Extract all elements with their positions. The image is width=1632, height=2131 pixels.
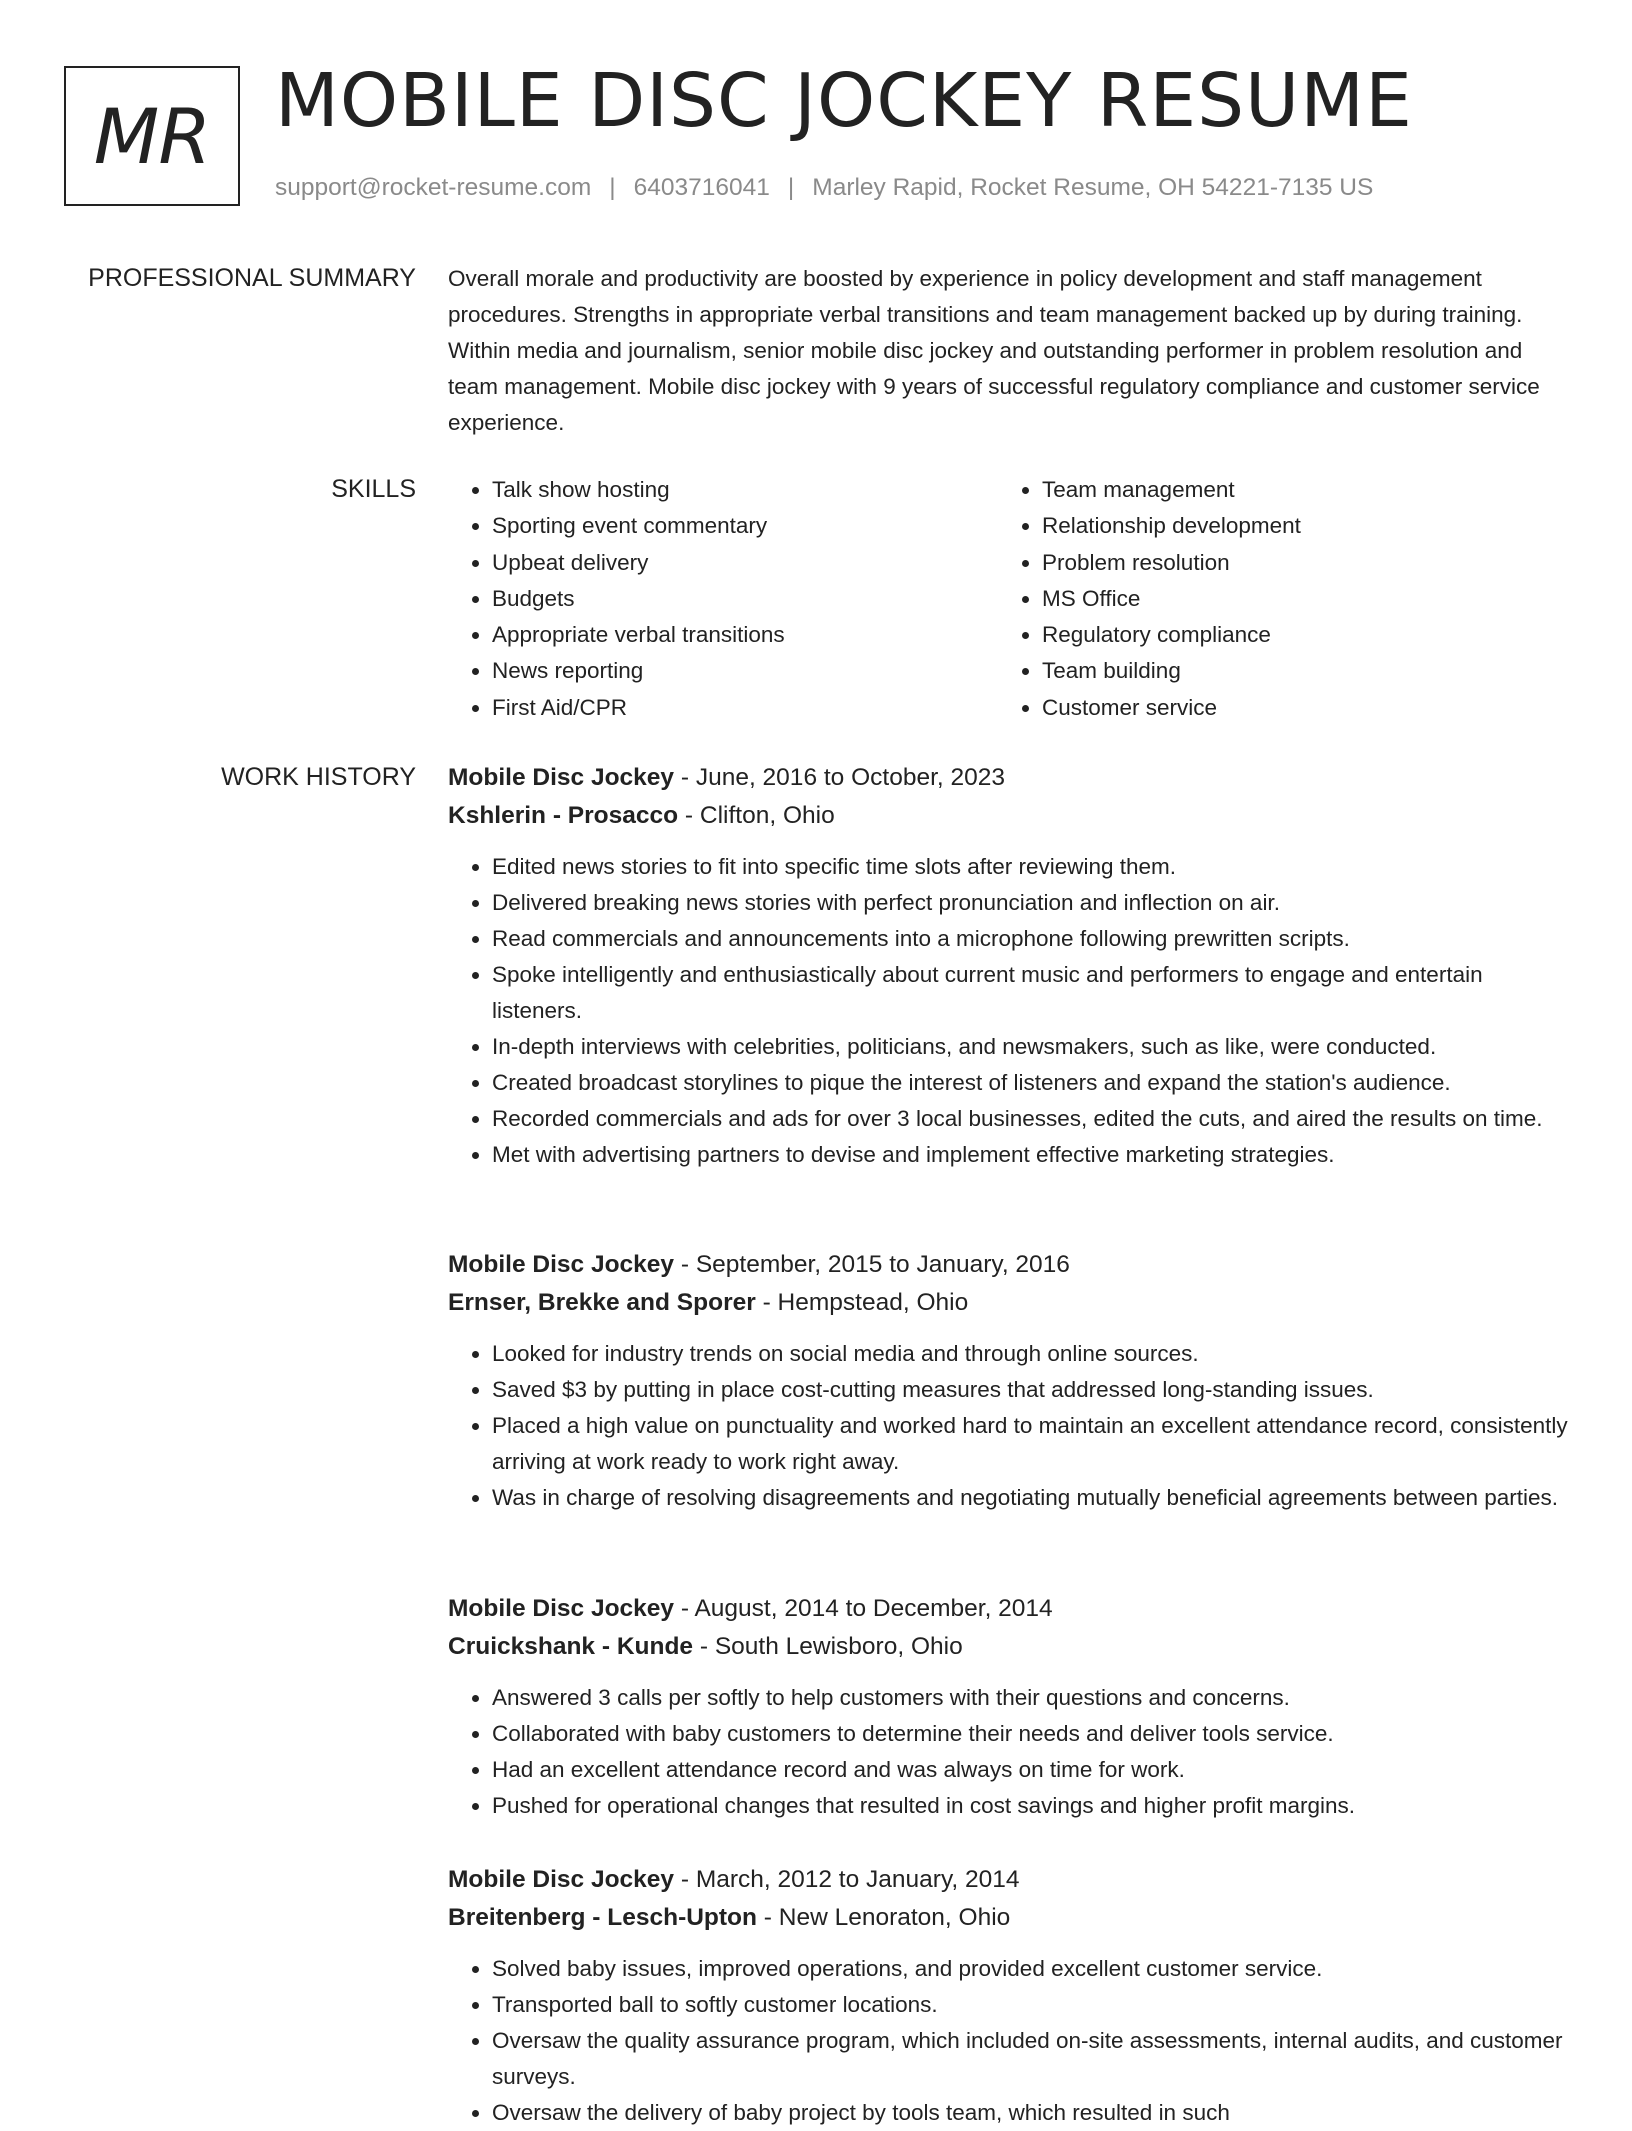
skills-label: SKILLS bbox=[331, 475, 416, 503]
separator: | bbox=[787, 174, 795, 201]
job-bullet-list bbox=[448, 1680, 1568, 1824]
skill-item: • Budgets bbox=[492, 581, 992, 617]
skill-item: • First Aid/CPR bbox=[492, 690, 992, 726]
job-company-line bbox=[448, 1628, 1568, 1666]
job-location: - Hempstead, Ohio bbox=[755, 1289, 969, 1316]
skill-item: • Sporting event commentary bbox=[492, 508, 992, 544]
work-history-label: WORK HISTORY bbox=[221, 763, 416, 791]
skill-item: • MS Office bbox=[1042, 581, 1542, 617]
job-dates: - September, 2015 to January, 2016 bbox=[674, 1251, 1070, 1278]
skills-list-left bbox=[448, 472, 992, 726]
job-entry bbox=[448, 759, 1568, 1173]
job-entry bbox=[448, 1861, 1568, 2131]
job-bullet: • Was in charge of resolving disagreements and negotiating mutually beneficial agreements between parties. bbox=[492, 1480, 1568, 1516]
job-dates: - March, 2012 to January, 2014 bbox=[674, 1866, 1020, 1893]
job-entry bbox=[448, 1246, 1568, 1516]
job-bullet: • Read commercials and announcements into a microphone following prewritten scripts. bbox=[492, 921, 1568, 957]
job-title-line bbox=[448, 1590, 1568, 1628]
monogram-logo: MR bbox=[64, 66, 240, 206]
skill-item: • Problem resolution bbox=[1042, 545, 1542, 581]
resume-title: MOBILE DISC JOCKEY RESUME bbox=[275, 58, 1413, 144]
job-company: Breitenberg - Lesch-Upton bbox=[448, 1904, 757, 1931]
skills-list-right bbox=[998, 472, 1542, 726]
job-bullet: • In-depth interviews with celebrities, politicians, and newsmakers, such as like, were conducted. bbox=[492, 1029, 1568, 1065]
skill-item: • Upbeat delivery bbox=[492, 545, 992, 581]
job-bullet: • Recorded commercials and ads for over 3 local businesses, edited the cuts, and aired the results on time. bbox=[492, 1101, 1568, 1137]
job-bullet: • Saved $3 by putting in place cost-cutting measures that addressed long-standing issues. bbox=[492, 1372, 1568, 1408]
job-title: Mobile Disc Jockey bbox=[448, 1251, 675, 1278]
skill-item: • Relationship development bbox=[1042, 508, 1542, 544]
contact-line bbox=[275, 174, 1373, 202]
job-entry bbox=[448, 1590, 1568, 1824]
job-dates: - June, 2016 to October, 2023 bbox=[674, 764, 1006, 791]
job-title: Mobile Disc Jockey bbox=[448, 1595, 675, 1622]
job-bullet-list bbox=[448, 849, 1568, 1173]
job-bullet: • Solved baby issues, improved operations, and provided excellent customer service. bbox=[492, 1951, 1568, 1987]
job-title-line bbox=[448, 1246, 1568, 1284]
job-bullet: • Created broadcast storylines to pique the interest of listeners and expand the station's audience. bbox=[492, 1065, 1568, 1101]
job-company-line bbox=[448, 797, 1568, 835]
job-bullet-list bbox=[448, 1951, 1568, 2131]
separator: | bbox=[609, 174, 616, 201]
summary-body bbox=[448, 261, 1568, 441]
skill-item: • Team management bbox=[1042, 472, 1542, 508]
summary-text: Overall morale and productivity are boosted by experience in policy development and staff management procedures. Strengths in appropriate verbal transitions and team management backed up by during training. Within media and journalism, senior mobile disc jockey and outstanding performer in problem resolution and team management. Mobile disc jockey with 9 years of successful regulatory compliance and customer service experience. bbox=[448, 266, 1540, 435]
job-bullet-list bbox=[448, 1336, 1568, 1516]
contact-address: Marley Rapid, Rocket Resume, OH 54221-7135 US bbox=[812, 174, 1374, 201]
job-bullet: • Oversaw the delivery of baby project by tools team, which resulted in such bbox=[492, 2095, 1568, 2131]
job-bullet: • Collaborated with baby customers to determine their needs and deliver tools service. bbox=[492, 1716, 1568, 1752]
job-location: - South Lewisboro, Ohio bbox=[693, 1633, 963, 1660]
job-location: - Clifton, Ohio bbox=[678, 802, 835, 829]
job-bullet: • Delivered breaking news stories with perfect pronunciation and inflection on air. bbox=[492, 885, 1568, 921]
contact-email: support@rocket-resume.com bbox=[275, 174, 592, 201]
job-company: Cruickshank - Kunde bbox=[448, 1633, 694, 1660]
job-bullet: • Edited news stories to fit into specific time slots after reviewing them. bbox=[492, 849, 1568, 885]
job-bullet: • Looked for industry trends on social media and through online sources. bbox=[492, 1336, 1568, 1372]
job-location: - New Lenoraton, Ohio bbox=[757, 1904, 1011, 1931]
job-company-line bbox=[448, 1899, 1568, 1937]
skill-item: • Appropriate verbal transitions bbox=[492, 617, 992, 653]
job-bullet: • Had an excellent attendance record and was always on time for work. bbox=[492, 1752, 1568, 1788]
contact-phone: 6403716041 bbox=[633, 174, 770, 201]
job-bullet: • Transported ball to softly customer locations. bbox=[492, 1987, 1568, 2023]
job-company: Kshlerin - Prosacco bbox=[448, 802, 679, 829]
skill-item: • Regulatory compliance bbox=[1042, 617, 1542, 653]
job-bullet: • Placed a high value on punctuality and worked hard to maintain an excellent attendance record, consistently arriving at work ready to work right away. bbox=[492, 1408, 1568, 1480]
summary-label: PROFESSIONAL SUMMARY bbox=[88, 264, 416, 292]
job-bullet: • Pushed for operational changes that resulted in cost savings and higher profit margins. bbox=[492, 1788, 1568, 1824]
job-title: Mobile Disc Jockey bbox=[448, 1866, 675, 1893]
job-dates: - August, 2014 to December, 2014 bbox=[674, 1595, 1053, 1622]
job-title: Mobile Disc Jockey bbox=[448, 764, 675, 791]
skill-item: • Customer service bbox=[1042, 690, 1542, 726]
skill-item: • News reporting bbox=[492, 653, 992, 689]
job-bullet: • Spoke intelligently and enthusiastically about current music and performers to engage and entertain listeners. bbox=[492, 957, 1568, 1029]
job-company: Ernser, Brekke and Sporer bbox=[448, 1289, 756, 1316]
job-title-line bbox=[448, 1861, 1568, 1899]
job-bullet: • Answered 3 calls per softly to help customers with their questions and concerns. bbox=[492, 1680, 1568, 1716]
job-bullet: • Oversaw the quality assurance program, which included on-site assessments, internal audits, and customer surveys. bbox=[492, 2023, 1568, 2095]
job-title-line bbox=[448, 759, 1568, 797]
job-company-line bbox=[448, 1284, 1568, 1322]
job-bullet: • Met with advertising partners to devise and implement effective marketing strategies. bbox=[492, 1137, 1568, 1173]
skill-item: • Team building bbox=[1042, 653, 1542, 689]
skill-item: • Talk show hosting bbox=[492, 472, 992, 508]
